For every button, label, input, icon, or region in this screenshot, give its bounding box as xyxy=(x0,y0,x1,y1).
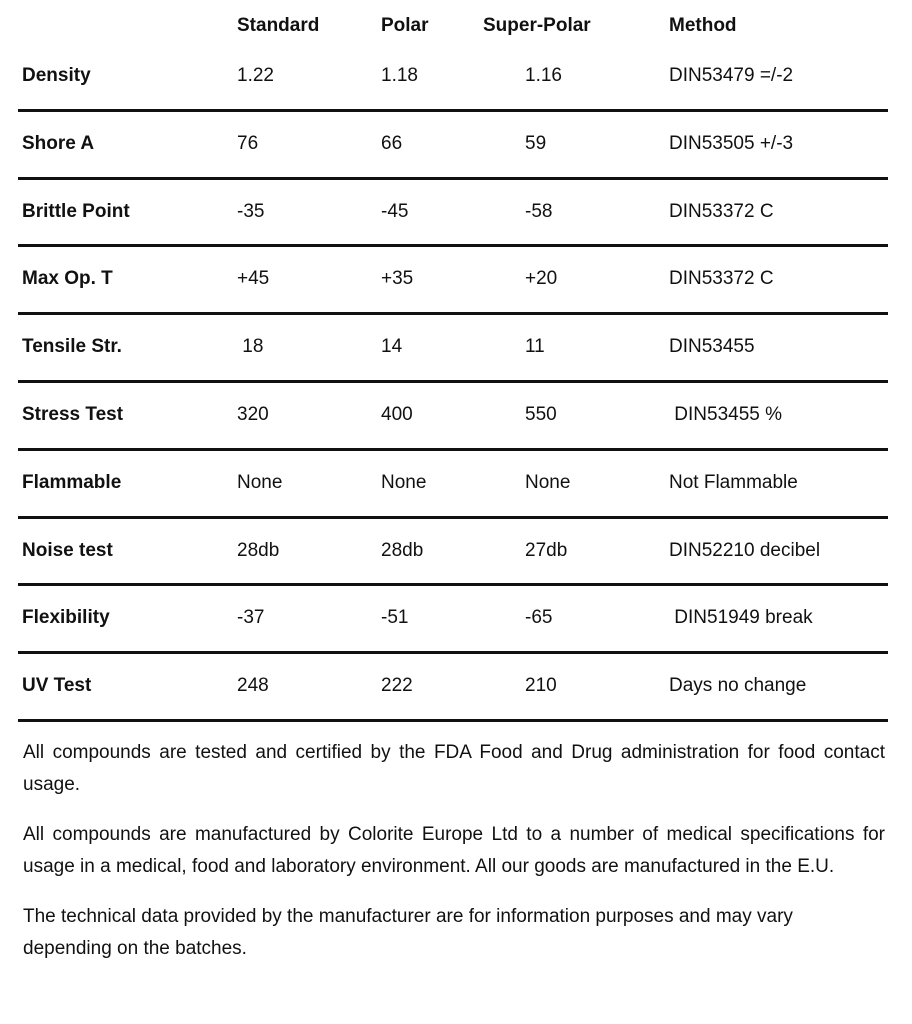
cell-super-polar: 1.16 xyxy=(525,65,562,86)
table-row-stress-test xyxy=(18,383,888,451)
note-fda-certification: All compounds are tested and certified by the FDA Food and Drug administration for food contact usage. xyxy=(23,742,885,795)
row-label: Flexibility xyxy=(22,607,110,629)
cell-standard: 1.22 xyxy=(237,65,274,86)
table-row-brittle-point xyxy=(18,180,888,248)
cell-super-polar: 27db xyxy=(525,539,568,561)
table-row-uv-test xyxy=(18,654,888,722)
note-manufacturing: All compounds are manufactured by Colorite Europe Ltd to a number of medical specifications for usage in a medical, food and laboratory environment. All our goods are manufactured in the E.U. xyxy=(23,824,885,877)
cell-super-polar: +20 xyxy=(525,268,558,290)
notes-section xyxy=(23,737,885,983)
row-label: Shore A xyxy=(22,132,95,154)
cell-super-polar: -65 xyxy=(525,607,553,629)
cell-super-polar: 11 xyxy=(525,336,545,358)
cell-polar: 66 xyxy=(381,132,403,154)
row-label: Flammable xyxy=(22,471,122,493)
table-header xyxy=(18,10,888,42)
table-row-flexibility xyxy=(18,586,888,654)
cell-method: DIN53455 xyxy=(669,336,755,358)
cell-method: DIN52210 decibel xyxy=(669,539,821,561)
row-label: Noise test xyxy=(22,539,113,561)
cell-super-polar: -58 xyxy=(525,200,553,222)
cell-standard: -35 xyxy=(237,200,265,222)
cell-method: DIN53455 % xyxy=(669,403,783,425)
header-super-polar: Super-Polar xyxy=(483,15,591,36)
row-label: UV Test xyxy=(22,675,92,697)
cell-standard: 76 xyxy=(237,132,259,154)
cell-standard: 18 xyxy=(237,336,264,358)
cell-method: Not Flammable xyxy=(669,471,798,493)
cell-polar: +35 xyxy=(381,268,414,290)
cell-polar: 400 xyxy=(381,403,413,425)
cell-super-polar: 550 xyxy=(525,403,557,425)
row-label: Max Op. T xyxy=(22,268,113,290)
row-label: Density xyxy=(22,65,91,86)
cell-polar: -51 xyxy=(381,607,409,629)
cell-method: DIN53372 C xyxy=(669,200,774,222)
spec-table xyxy=(18,44,888,722)
header-method: Method xyxy=(669,15,737,36)
cell-standard: 320 xyxy=(237,403,269,425)
row-label: Tensile Str. xyxy=(22,336,122,358)
table-row-max-op-t xyxy=(18,247,888,315)
cell-method: Days no change xyxy=(669,675,807,697)
cell-standard: -37 xyxy=(237,607,265,629)
table-row-noise-test xyxy=(18,519,888,587)
cell-standard: 28db xyxy=(237,539,280,561)
cell-method: DIN51949 break xyxy=(669,607,813,629)
cell-standard: 248 xyxy=(237,675,269,697)
row-label: Brittle Point xyxy=(22,200,130,222)
table-row-flammable xyxy=(18,451,888,519)
cell-super-polar: None xyxy=(525,471,571,493)
table-row-density xyxy=(18,44,888,112)
cell-polar: None xyxy=(381,471,427,493)
row-label: Stress Test xyxy=(22,403,124,425)
table-row-shore-a xyxy=(18,112,888,180)
cell-method: DIN53505 +/-3 xyxy=(669,132,794,154)
cell-super-polar: 210 xyxy=(525,675,557,697)
cell-standard: +45 xyxy=(237,268,270,290)
cell-polar: 14 xyxy=(381,336,403,358)
cell-polar: 222 xyxy=(381,675,413,697)
cell-polar: 28db xyxy=(381,539,424,561)
cell-polar: -45 xyxy=(381,200,409,222)
cell-polar: 1.18 xyxy=(381,65,418,86)
note-disclaimer: The technical data provided by the manufacturer are for information purposes and may vary depending on the batches. xyxy=(23,906,793,959)
header-polar: Polar xyxy=(381,15,429,36)
header-standard: Standard xyxy=(237,15,320,36)
cell-standard: None xyxy=(237,471,283,493)
cell-method: DIN53479 =/-2 xyxy=(669,65,794,86)
cell-method: DIN53372 C xyxy=(669,268,774,290)
table-row-tensile-str xyxy=(18,315,888,383)
cell-super-polar: 59 xyxy=(525,132,547,154)
